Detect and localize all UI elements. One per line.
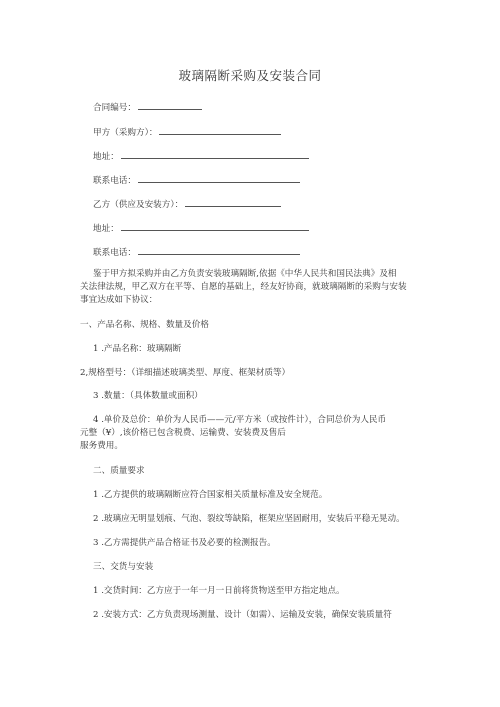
blank-line: [138, 174, 300, 183]
field-party-b-phone: [93, 246, 300, 259]
section1-item-1: 1 .产品名称：玻璃隔断: [93, 344, 182, 354]
section2-item-1: 1 .乙方提供的玻璃隔断应符合国家相关质量标准及安全规范。: [93, 490, 328, 500]
blank-line: [159, 126, 281, 135]
section1-item-2: 2,规格型号：（详细描述玻璃类型、厚度、框架材质等）: [80, 368, 291, 378]
intro-line-1: 鉴于甲方拟采购并由乙方负责安装玻璃隔断,依据《中华人民共和国民法典》及相: [93, 269, 397, 279]
section1-item-4-line-3: 服务费用。: [80, 441, 123, 451]
field-party-a: [93, 126, 281, 139]
blank-line: [185, 198, 281, 207]
blank-line: [121, 150, 309, 159]
field-label: 地址：: [93, 152, 119, 162]
section2-item-2: 2 .玻璃应无明显划痕、气泡、裂纹等缺陷，框架应坚固耐用，安装后平稳无晃动。: [93, 514, 405, 524]
section1-item-4-line-1: 4 .单价及总价：单价为人民币——元/平方米（或按件计），合同总价为人民币: [93, 415, 387, 425]
intro-line-2: 关法律法规，甲乙双方在平等、自愿的基础上，经友好协商，就玻璃隔断的采购与安装: [80, 282, 407, 292]
field-party-b: [93, 198, 281, 211]
field-label: 联系电话：: [93, 248, 136, 258]
section2-item-3: 3 .乙方需提供产品合格证书及必要的检测报告。: [93, 538, 276, 548]
field-party-a-address: [93, 150, 309, 163]
section-heading-3: 三、交货与安装: [93, 562, 154, 572]
field-label: 乙方（供应及安装方）：: [93, 200, 184, 210]
section1-item-4-line-2: 元整（¥）,该价格已包含税费、运输费、安装费及售后: [80, 428, 286, 438]
section1-item-3: 3 .数量：（具体数量或面积）: [93, 391, 203, 401]
intro-line-3: 事宜达成如下协议：: [80, 295, 158, 305]
section3-item-1: 1 .交货时间：乙方应于一年一月一日前将货物送至甲方指定地点。: [93, 586, 345, 596]
field-label: 联系电话：: [93, 176, 136, 186]
section-heading-2: 二、质量要求: [93, 466, 145, 476]
section3-item-2: 2 .安装方式：乙方负责现场测量、设计（如需）、运输及安装，确保安装质量符: [93, 610, 392, 620]
blank-line: [121, 222, 309, 231]
field-label: 合同编号：: [93, 103, 136, 113]
field-label: 甲方（采购方）：: [93, 128, 158, 138]
field-party-a-phone: [93, 174, 300, 187]
field-party-b-address: [93, 222, 309, 235]
blank-line: [138, 246, 300, 255]
document-title: 玻璃隔断采购及安装合同: [178, 68, 322, 83]
field-label: 地址：: [93, 224, 119, 234]
blank-line: [138, 101, 202, 110]
field-contract-number: [93, 101, 202, 114]
section-heading-1: 一、产品名称、规格、数量及价格: [80, 320, 209, 330]
